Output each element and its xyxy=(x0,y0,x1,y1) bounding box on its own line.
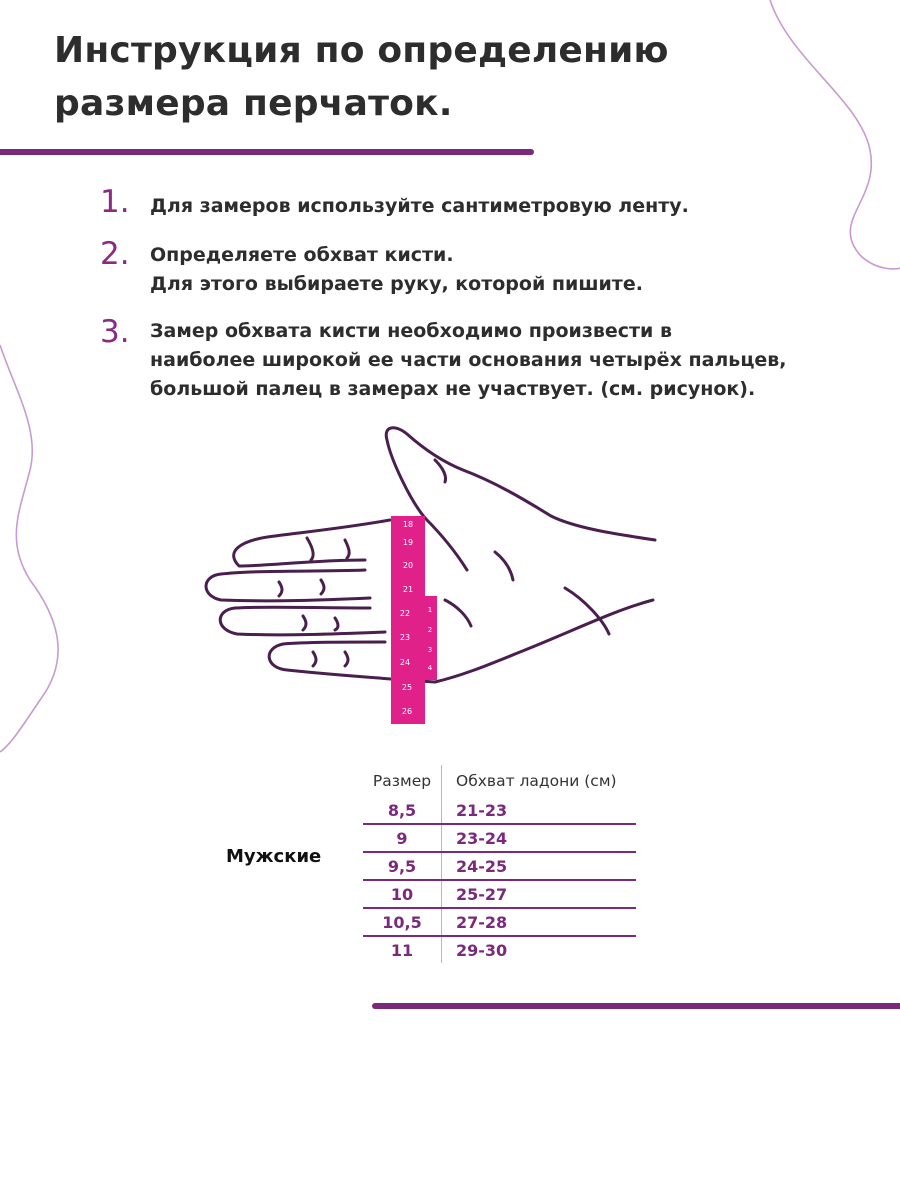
size-cell: 8,5 xyxy=(363,797,442,824)
tape-mark: 24 xyxy=(399,658,411,667)
range-cell: 21-23 xyxy=(442,797,637,824)
column-header-size: Размер xyxy=(363,765,442,797)
step-1 xyxy=(100,186,689,221)
range-cell: 23-24 xyxy=(442,824,637,852)
size-cell: 11 xyxy=(363,936,442,963)
range-cell: 29-30 xyxy=(456,940,508,960)
step-2 xyxy=(100,238,643,299)
table-row xyxy=(363,908,636,936)
tape-mark: 23 xyxy=(399,633,411,642)
size-cell: 9,5 xyxy=(363,852,442,880)
column-header-range: Обхват ладони (см) xyxy=(456,772,617,790)
size-cell: 10 xyxy=(363,880,442,908)
range-cell: 24-25 xyxy=(442,852,637,880)
step-2-line-1: Определяете обхват кисти. xyxy=(150,244,454,266)
size-cell: 9 xyxy=(363,824,442,852)
size-table xyxy=(363,765,636,963)
step-3-line-1: Замер обхвата кисти необходимо произвести в xyxy=(150,320,672,342)
tape-mark: 19 xyxy=(402,538,414,547)
step-2-number: 2. xyxy=(100,236,130,272)
tape-inner-mark: 1 xyxy=(427,606,433,614)
table-row xyxy=(363,880,636,908)
tape-mark: 26 xyxy=(401,707,413,716)
measuring-tape xyxy=(391,516,437,724)
tape-inner-mark: 3 xyxy=(427,646,433,654)
step-3-line-2: наиболее широкой ее части основания четырёх пальцев, xyxy=(150,349,787,371)
tape-mark: 25 xyxy=(401,683,413,692)
step-3-number: 3. xyxy=(100,314,130,350)
range-cell: 25-27 xyxy=(442,880,637,908)
step-1-line-1: Для замеров используйте сантиметровую ленту. xyxy=(150,195,689,217)
tape-mark: 21 xyxy=(402,585,414,594)
tape-mark: 18 xyxy=(402,520,414,529)
page-title xyxy=(54,24,669,130)
table-header-row xyxy=(363,765,636,797)
top-divider xyxy=(0,149,534,155)
step-3-text xyxy=(150,316,787,404)
step-3 xyxy=(100,316,787,404)
tape-inner-mark: 2 xyxy=(427,626,433,634)
range-cell: 27-28 xyxy=(442,908,637,936)
step-2-text xyxy=(150,238,643,299)
bottom-divider xyxy=(372,1003,900,1009)
step-3-line-3: большой палец в замерах не участвует. (см. рисунок). xyxy=(150,378,756,400)
tape-inner-mark: 4 xyxy=(427,664,433,672)
title-line-1: Инструкция по определению xyxy=(54,30,669,71)
title-line-2: размера перчаток. xyxy=(54,83,453,124)
hand-measurement-illustration xyxy=(195,420,665,730)
tape-mark: 22 xyxy=(399,609,411,618)
step-2-line-2: Для этого выбираете руку, которой пишите. xyxy=(150,273,643,295)
step-1-text xyxy=(150,186,689,221)
table-row xyxy=(363,797,636,824)
size-group-label: Мужские xyxy=(226,846,322,867)
table-row xyxy=(363,824,636,852)
size-cell: 10,5 xyxy=(363,908,442,936)
tape-mark: 20 xyxy=(402,561,414,570)
table-row xyxy=(363,852,636,880)
table-row xyxy=(363,936,636,963)
step-1-number: 1. xyxy=(100,184,130,220)
